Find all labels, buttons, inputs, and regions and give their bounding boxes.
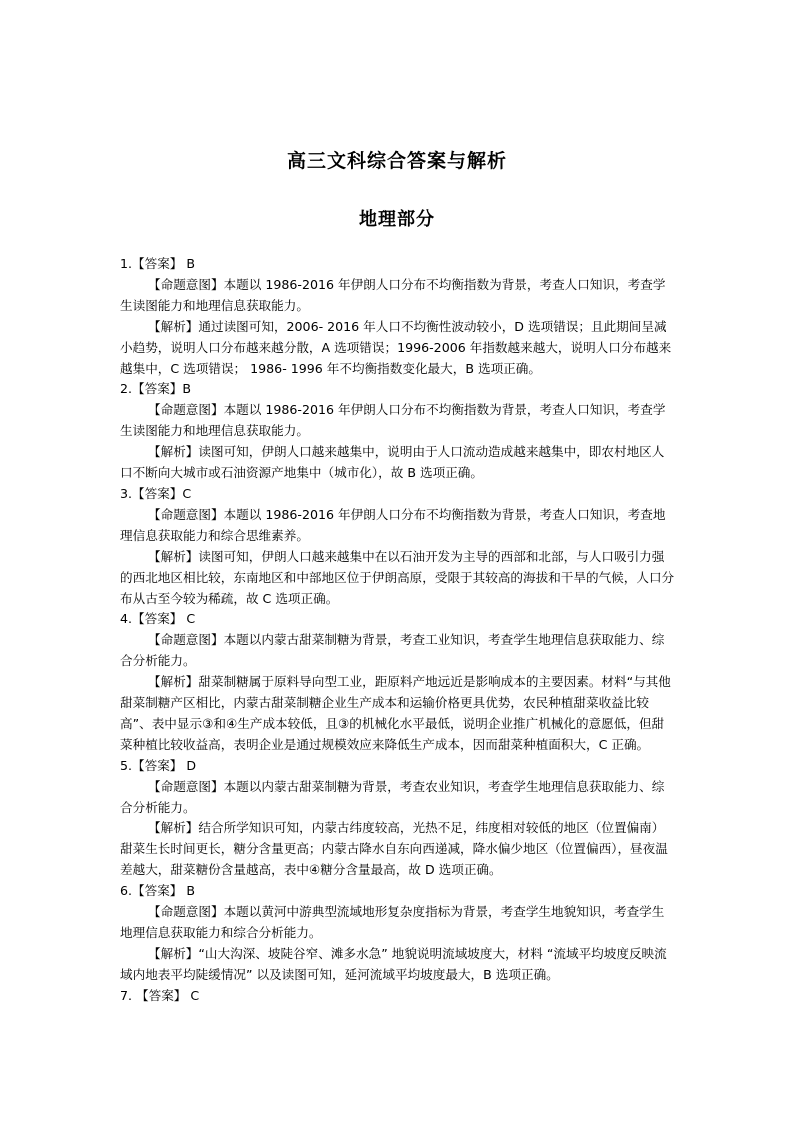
section-title: 地理部分 (359, 209, 435, 230)
intent-paragraph: 【命题意图】本题以 1986-2016 年伊朗人口分布不均衡指数为背景，考查人口知识，考查学生读图能力和地理信息获取能力。 (120, 276, 666, 313)
page-title: 高三文科综合答案与解析 (286, 150, 507, 172)
analysis-paragraph: 【解析】“山大沟深、坡陡谷窄、滩多水急” 地貌说明流域坡度大，材料 “流域平均坡度反映流域内地表平均陡缓情况” 以及读图可知，延河流域平均坡度最大，B 选项正确。 (120, 945, 667, 982)
answer-line: 3.【答案】C (120, 485, 192, 501)
question-7 (120, 986, 675, 1007)
answer-line: 2.【答案】B (120, 381, 192, 397)
analysis-paragraph: 【解析】通过读图可知，2006- 2016 年人口不均衡性波动较小，D 选项错误；且此期间呈减小趋势，说明人口分布越来越分散，A 选项错误；1996-2006 年指数越来越大，说明人口分布越来越集中，C 选项错误； 1986- 1996 年不均衡指数变化最大，B 选项正确。 (120, 318, 672, 376)
question-1 (120, 254, 675, 379)
answer-line: 1.【答案】 B (120, 256, 196, 271)
analysis-paragraph: 【解析】结合所学知识可知，内蒙古纬度较高，光热不足，纬度相对较低的地区（位置偏南）甜菜生长时间更长，糖分含量更高；内蒙古降水自东向西递减，降水偏少地区（位置偏西），昼夜温差越大，甜菜糖份含量越高，表中④糖分含量最高，故 D 选项正确。 (120, 820, 668, 878)
intent-paragraph: 【命题意图】本题以内蒙古甜菜制糖为背景，考查农业知识，考查学生地理信息获取能力、综合分析能力。 (120, 778, 665, 815)
question-4 (120, 609, 675, 755)
analysis-paragraph: 【解析】甜菜制糖属于原料导向型工业，距原料产地远近是影响成本的主要因素。材料“与其他甜菜制糖产区相比，内蒙古甜菜制糖企业生产成本和运输价格更具优势，农民种植甜菜收益比较高”、表中显示③和④生产成本较低，且③的机械化水平最低，说明企业推广机械化的意愿低，但甜菜种植比较收益高，表明企业是通过规模效应来降低生产成本，因而甜菜种植面积大，C 正确。 (120, 674, 671, 752)
question-6 (120, 881, 675, 986)
intent-paragraph: 【命题意图】本题以 1986-2016 年伊朗人口分布不均衡指数为背景，考查人口知识，考查学生读图能力和地理信息获取能力。 (120, 402, 666, 439)
intent-paragraph: 【命题意图】本题以内蒙古甜菜制糖为背景，考查工业知识，考查学生地理信息获取能力、综合分析能力。 (120, 632, 665, 669)
question-3 (120, 484, 675, 609)
intent-paragraph: 【命题意图】本题以 1986-2016 年伊朗人口分布不均衡指数为背景，考查人口知识，考查地理信息获取能力和综合思维素养。 (120, 506, 666, 543)
intent-paragraph: 【命题意图】本题以黄河中游典型流域地形复杂度指标为背景，考查学生地貌知识，考查学生地理信息获取能力和综合分析能力。 (120, 904, 665, 940)
answer-line: 7. 【答案】 C (120, 987, 200, 1003)
answer-line: 5.【答案】 D (120, 757, 197, 773)
analysis-paragraph: 【解析】读图可知，伊朗人口越来越集中在以石油开发为主导的西部和北部，与人口吸引力强的西北地区相比较，东南地区和中部地区位于伊朗高原，受限于其较高的海拔和干旱的气候，人口分布从古至今较为稀疏，故 C 选项正确。 (120, 548, 675, 606)
question-2 (120, 379, 675, 484)
answer-line: 6.【答案】 B (120, 883, 196, 899)
answer-line: 4.【答案】 C (120, 611, 196, 627)
analysis-paragraph: 【解析】读图可知，伊朗人口越来越集中，说明由于人口流动造成越来越集中，即农村地区人口不断向大城市或石油资源产地集中（城市化），故 B 选项正确。 (120, 444, 665, 481)
question-5 (120, 756, 675, 881)
answer-list (120, 254, 675, 1007)
